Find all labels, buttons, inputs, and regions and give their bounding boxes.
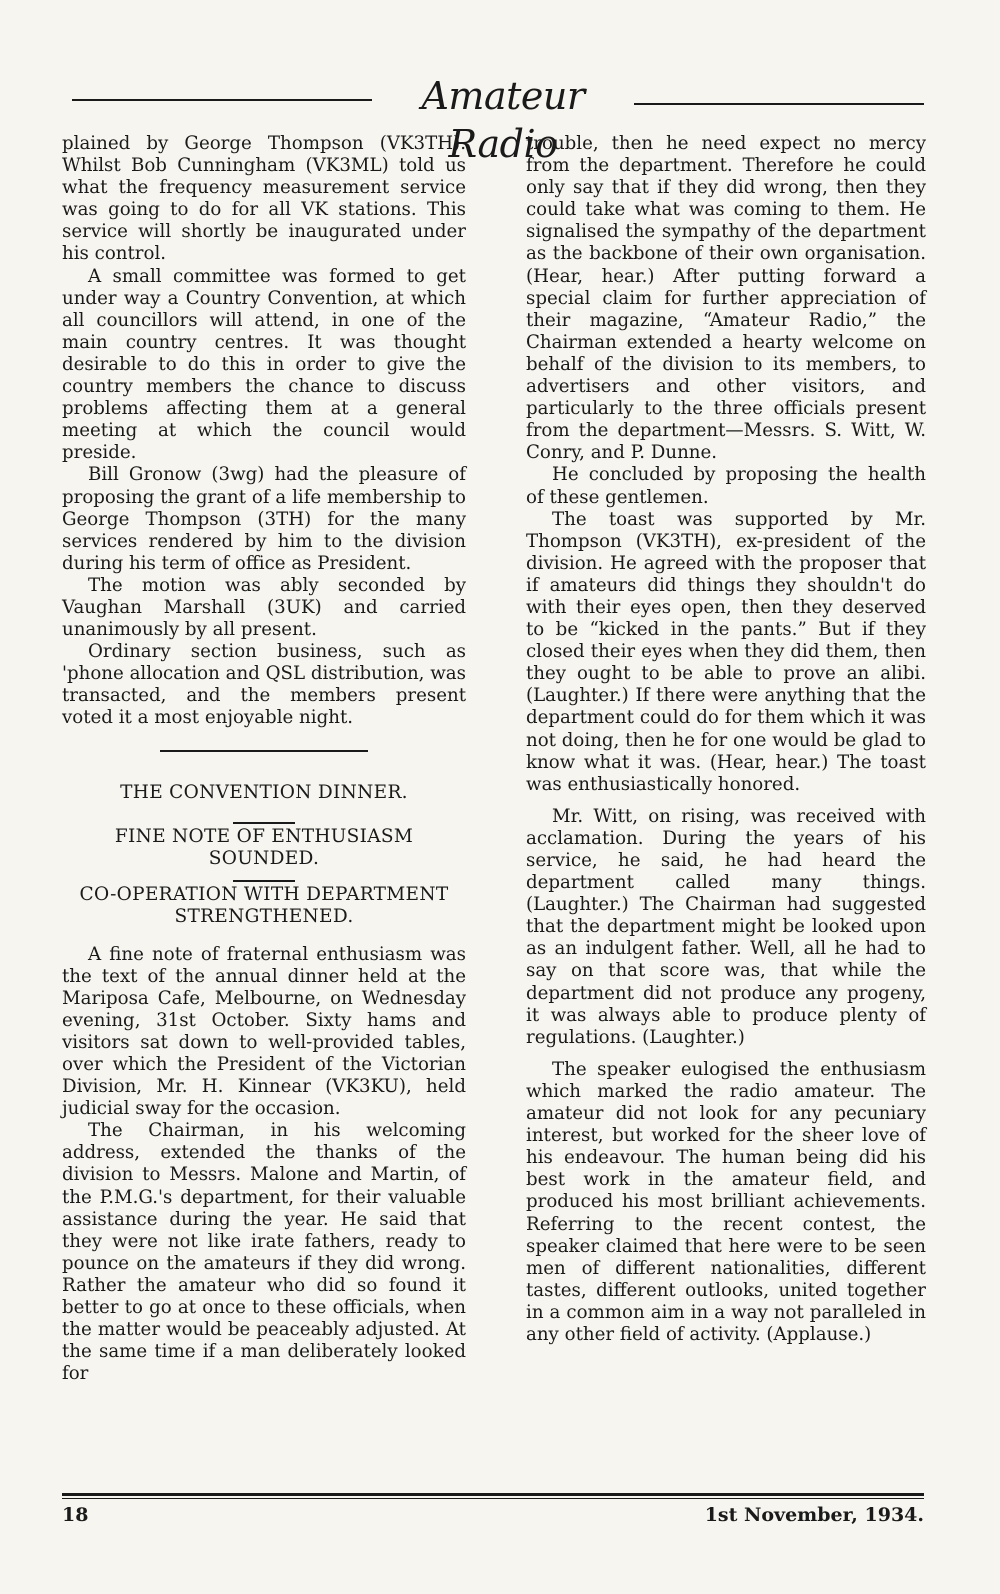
- left-column: [62, 133, 466, 1385]
- masthead: [72, 72, 924, 166]
- paragraph: The motion was ably seconded by Vaughan Marshall (3UK) and carried unanimously by all present.: [62, 574, 466, 641]
- paragraph: Bill Gronow (3wg) had the pleasure of proposing the grant of a life membership to George Thompson (3TH) for the many services rendered by him to the division during his term of office as President.: [62, 464, 466, 574]
- masthead-rule-right: [634, 103, 924, 105]
- subheading: CO-OPERATION WITH DEPARTMENT STRENGTHENED.: [79, 883, 449, 927]
- paragraph: Mr. Witt, on rising, was received with acclamation. During the years of his service, he said, he had heard the department called many things. (Laughter.) The Chairman had suggested that the department might be looked upon as an indulgent father. Well, all he had to say on that score was, that while the department did not produce any progeny, it was always able to produce plenty of regulations. (Laughter.): [526, 805, 926, 1048]
- subheading: FINE NOTE OF ENTHUSIASM SOUNDED.: [114, 825, 414, 869]
- right-column: [526, 133, 926, 1346]
- paragraph: A small committee was formed to get under way a Country Convention, at which all councillors will attend, in one of the main country centres. It was thought desirable to do this in order to give the country members the chance to discuss problems affecting them at a general meeting at which the council would preside.: [62, 265, 466, 464]
- masthead-title: Amateur Radio: [421, 74, 585, 166]
- paragraph: Ordinary section business, such as 'phone allocation and QSL distribution, was transacted, and the members present voted it a most enjoyable night.: [62, 641, 466, 729]
- footer-rule-thin: [62, 1498, 924, 1499]
- paragraph: The toast was supported by Mr. Thompson (VK3TH), ex-president of the division. He agreed with the proposer that if amateurs did things they shouldn't do with their eyes open, then they deserved to be “kicked in the pants.” But if they closed their eyes when they did them, then they ought to be able to prove an alibi. (Laughter.) If there were anything that the department could do for them which it was not doing, then he for one would be glad to know what it was. (Hear, hear.) The toast was enthusiastically honored.: [526, 508, 926, 795]
- paragraph: He concluded by proposing the health of these gentlemen.: [526, 464, 926, 508]
- page-number: 18: [62, 1504, 89, 1526]
- paragraph: The Chairman, in his welcoming address, extended the thanks of the division to Messrs. Malone and Martin, of the P.M.G.'s department, for their valuable assistance during the year. He said that they were not like irate fathers, ready to pounce on the amateurs if they did wrong. Rather the amateur who did so found it better to go at once to these officials, when the matter would be peaceably adjusted. At the same time if a man deliberately looked for: [62, 1120, 466, 1385]
- heading-rule: [233, 880, 295, 882]
- section-divider: [160, 750, 368, 752]
- heading-rule: [233, 822, 295, 824]
- paragraph: plained by George Thompson (VK3TH). Whilst Bob Cunningham (VK3ML) told us what the frequency measurement service was going to do for all VK stations. This service will shortly be inaugurated under his control.: [62, 133, 466, 265]
- issue-date: 1st November, 1934.: [704, 1504, 924, 1526]
- masthead-rule-left: [72, 99, 372, 101]
- paragraph: A fine note of fraternal enthusiasm was the text of the annual dinner held at the Mariposa Cafe, Melbourne, on Wednesday evening, 31st October. Sixty hams and visitors sat down to well-provided tables, over which the President of the Victorian Division, Mr. H. Kinnear (VK3KU), held judicial sway for the occasion.: [62, 943, 466, 1120]
- paragraph: trouble, then he need expect no mercy from the department. Therefore he could only say that if they did wrong, then they could take what was coming to them. He signalised the sympathy of the department as the backbone of their own organisation. (Hear, hear.) After putting forward a special claim for further appreciation of their magazine, “Amateur Radio,” the Chairman extended a hearty welcome on behalf of the division to its members, to advertisers and other visitors, and particularly to the three officials present from the department—Messrs. S. Witt, W. Conry, and P. Dunne.: [526, 133, 926, 464]
- section-heading: THE CONVENTION DINNER.: [120, 781, 408, 803]
- paragraph: The speaker eulogised the enthusiasm which marked the radio amateur. The amateur did not look for any pecuniary interest, but worked for the sheer love of his endeavour. The human being did his best work in the amateur field, and produced his most brilliant achievements. Referring to the recent contest, the speaker claimed that here were to be seen men of different nationalities, different tastes, different outlooks, united together in a common aim in a way not paralleled in any other field of activity. (Applause.): [526, 1058, 926, 1345]
- footer-rule: [62, 1493, 924, 1496]
